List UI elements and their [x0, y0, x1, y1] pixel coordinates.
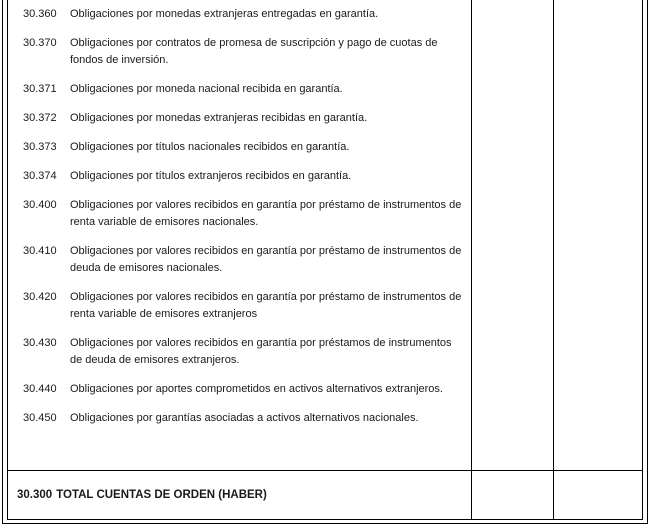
account-row [23, 139, 471, 156]
account-code: 30.371 [23, 83, 57, 95]
account-code: 30.372 [23, 112, 57, 124]
total-code: 30.300 [17, 489, 53, 501]
account-description: Obligaciones por valores recibidos en garantía por préstamo de instrumentos de renta variable de emisores extranjeros [70, 291, 462, 320]
account-code: 30.440 [23, 383, 57, 395]
account-code: 30.400 [23, 199, 57, 211]
account-row [23, 35, 471, 69]
account-description: Obligaciones por aportes comprometidos en activos alternativos extranjeros. [70, 383, 443, 395]
account-code: 30.370 [23, 37, 57, 49]
account-code: 30.420 [23, 291, 57, 303]
account-description: Obligaciones por monedas extranjeras entregadas en garantía. [70, 8, 379, 20]
total-label: TOTAL CUENTAS DE ORDEN (HABER) [56, 489, 267, 501]
account-description: Obligaciones por moneda nacional recibida en garantía. [70, 83, 343, 95]
account-description: Obligaciones por títulos extranjeros recibidos en garantía. [70, 170, 352, 182]
value-column-1-cell [471, 0, 553, 470]
account-code: 30.360 [23, 8, 57, 20]
account-description: Obligaciones por valores recibidos en garantía por préstamo de instrumentos de renta variable de emisores nacionales. [70, 199, 462, 228]
account-row [23, 243, 471, 277]
account-description: Obligaciones por contratos de promesa de suscripción y pago de cuotas de fondos de inversión. [70, 37, 438, 66]
account-code: 30.450 [23, 412, 57, 424]
accounts-list-cell [8, 0, 471, 470]
account-row [23, 197, 471, 231]
total-row [8, 470, 471, 519]
table-inner-border [7, 0, 643, 520]
account-code: 30.373 [23, 141, 57, 153]
account-row [23, 168, 471, 185]
account-description: Obligaciones por garantías asociadas a activos alternativos nacionales. [70, 412, 419, 424]
account-row [23, 289, 471, 323]
account-description: Obligaciones por monedas extranjeras recibidas en garantía. [70, 112, 368, 124]
order-accounts-table [2, 0, 648, 524]
account-code: 30.430 [23, 337, 57, 349]
account-row [23, 81, 471, 98]
account-row [23, 335, 471, 369]
account-code: 30.410 [23, 245, 57, 257]
value-column-2-cell [553, 0, 642, 470]
table-grid [8, 0, 642, 519]
account-description: Obligaciones por valores recibidos en garantía por préstamos de instrumentos de deuda de emisores extranjeros. [70, 337, 452, 366]
account-row [23, 410, 471, 427]
account-description: Obligaciones por valores recibidos en garantía por préstamo de instrumentos de deuda de emisores nacionales. [70, 245, 462, 274]
total-value-column-2-cell [553, 470, 642, 519]
total-value-column-1-cell [471, 470, 553, 519]
account-row [23, 6, 471, 23]
account-description: Obligaciones por títulos nacionales recibidos en garantía. [70, 141, 350, 153]
account-row [23, 110, 471, 127]
account-row [23, 381, 471, 398]
account-code: 30.374 [23, 170, 57, 182]
